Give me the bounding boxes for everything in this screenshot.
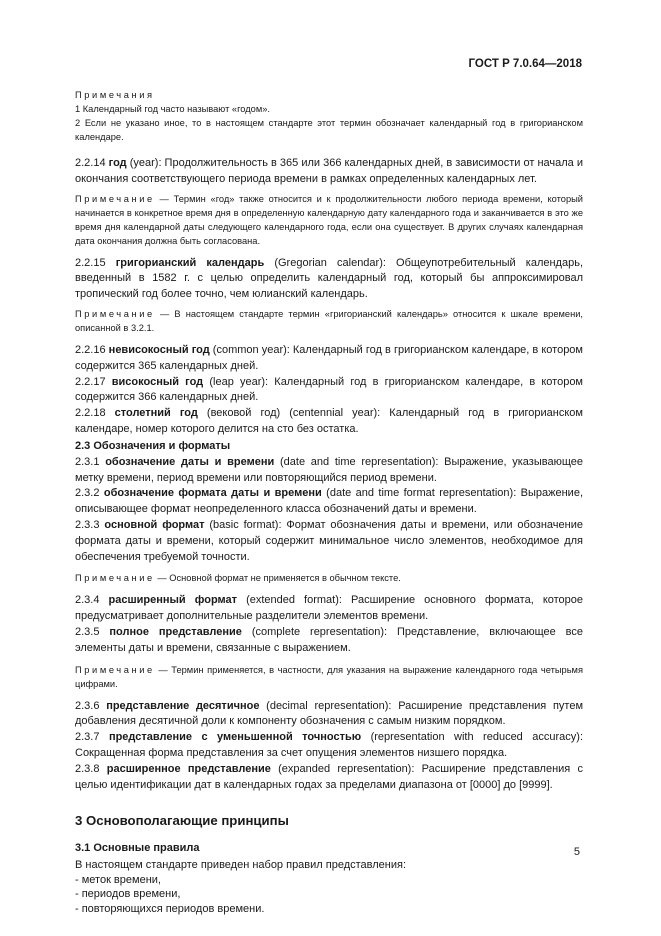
term-2-3-5: 2.3.5 полное представление (complete representation): Представление, включающее все элементы даты и времени, связанные с выражением. [75,625,583,654]
term-2-3-2: 2.3.2 обозначение формата даты и времени (date and time format representation): Выражение, описывающее формат неопределенного класса обозначений даты и времени. [75,487,584,516]
page-body [75,88,583,916]
section-2-3-heading: 2.3 Обозначения и форматы [75,439,231,452]
notes-heading: Примечания [75,90,155,100]
term-2-3-3: 2.3.3 основной формат (basic format): Формат обозначения даты и времени, или обозначение формата даты и времени, который содержит минимальное число элементов, необходимое для обеспечения требуемой точности. [75,518,583,563]
note-2-3-5: Примечание — Термин применяется, в частности, для указания на выражение календарного года четырьмя цифрами. [75,664,583,689]
note-2-3-3: Примечание — Основной формат не применяется в обычном тексте. [75,573,401,584]
term-2-3-1: 2.3.1 обозначение даты и времени (date and time representation): Выражение, указывающее метку времени, период времени или повторяющийся период времени. [75,455,584,484]
page-number: 5 [573,846,580,858]
term-2-3-6: 2.3.6 представление десятичное (decimal representation): Расширение представления путем добавления десятичной доли к компоненту обозначения с самым низким порядком. [75,699,584,728]
term-2-2-14: 2.2.14 год (year): Продолжительность в 365 или 366 календарных дней, в зависимости от начала и окончания соответствующего периода времени в рамках определенных календарных лет. [75,157,583,185]
term-2-2-18: 2.2.18 столетний год (вековой год) (centennial year): Календарный год в григорианском календаре, номер которого делится на сто без остатка. [75,407,583,435]
note-2-2-15: Примечание — В настоящем стандарте термин «григорианский календарь» относится к шкале времени, описанной в 3.2.1. [75,308,583,333]
list-item: - меток времени, [75,873,161,886]
term-2-3-4: 2.3.4 расширенный формат (extended format): Расширение основного формата, которое предусматривает дополнительные разделители элементов времени. [75,594,584,623]
note-1: 1 Календарный год часто называют «годом». [75,104,270,114]
note-2: 2 Если не указано иное, то в настоящем стандарте этот термин обозначает календарный год в григорианском календаре. [75,118,583,142]
term-2-2-17: 2.2.17 високосный год (leap year): Календарный год в григорианском календаре, в котором содержится 366 календарных дней. [75,375,583,404]
term-2-2-15: 2.2.15 григорианский календарь (Gregorian calendar): Общеупотребительный календарь, введенный в 1582 г. с целью определить календарный год, который бы аппроксимировал тропический год более точно, чем юлианский календарь. [75,256,583,301]
term-2-3-8: 2.3.8 расширенное представление (expanded representation): Расширение представления с целью идентификации дат в календарных годах за пределами диапазона от [0000] до [9999]. [75,762,583,791]
document-code: ГОСТ Р 7.0.64—2018 [468,58,582,70]
term-2-3-7: 2.3.7 представление с уменьшенной точностью (representation with reduced accuracy): Сокращенная форма представления за счет опущения элементов низшего порядка. [75,731,583,759]
section-3-1-heading: 3.1 Основные правила [75,842,200,855]
list-item: - периодов времени, [75,888,181,901]
intro-text: В настоящем стандарте приведен набор правил представления: [75,859,407,872]
note-2-2-14: Примечание — Термин «год» также относится и к продолжительности любого периода времени, который начинается в конкретное время дня в определенную календарную дату календарного года и заканчивается в это же время дня календарной даты следующего календарного года, если она существует. В других случаях календарная дата окончания должна быть согласована. [75,193,583,246]
list-item: - повторяющихся периодов времени. [75,902,265,915]
term-2-2-16: 2.2.16 невисокосный год (common year): Календарный год в григорианском календаре, в котором содержится 365 календарных дней. [75,343,583,372]
section-3-heading: 3 Основополагающие принципы [75,813,289,829]
